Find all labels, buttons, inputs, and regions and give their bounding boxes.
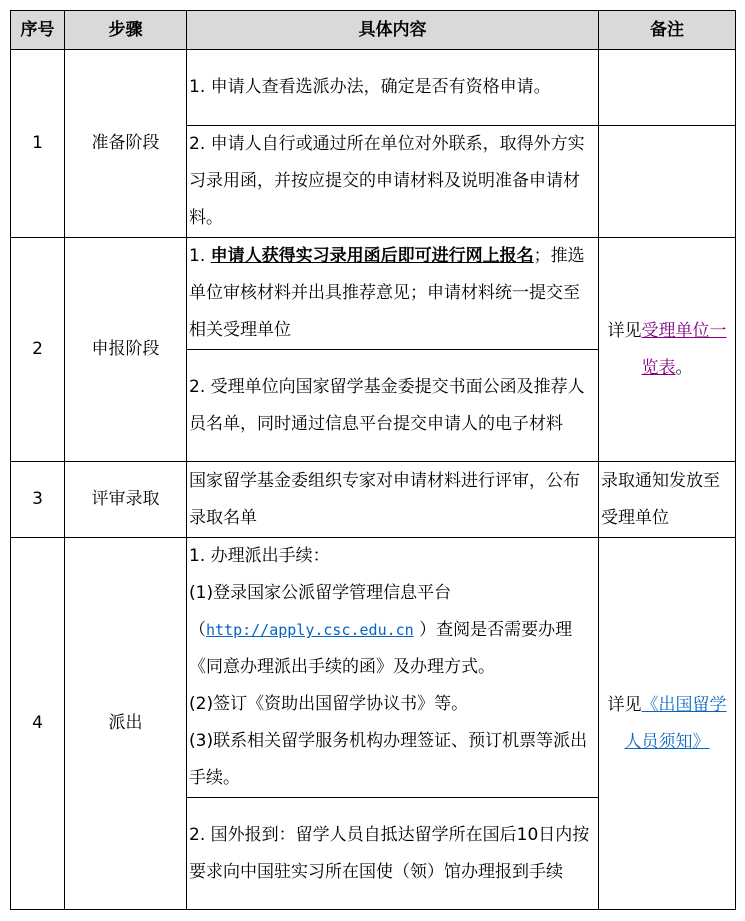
row-note-empty bbox=[599, 126, 736, 238]
row-content-item: 1. 申请人查看选派办法，确定是否有资格申请。 bbox=[187, 50, 599, 126]
note-prefix: 详见 bbox=[607, 694, 642, 715]
header-seq: 序号 bbox=[11, 11, 65, 50]
note-suffix: 。 bbox=[675, 357, 693, 378]
row-seq: 2 bbox=[11, 238, 65, 462]
url-close: ）查阅是否需要办理《同意办理派出手续的函》及办理方式。 bbox=[189, 620, 573, 677]
row-seq: 3 bbox=[11, 462, 65, 538]
item-sub-b: (2)签订《资助出国留学协议书》等。 bbox=[189, 694, 469, 714]
table-row bbox=[11, 238, 736, 350]
item-title: 1. 办理派出手续： bbox=[189, 546, 330, 566]
row-content-item bbox=[187, 538, 599, 798]
table-row bbox=[11, 462, 736, 538]
row-content-item: 2. 申请人自行或通过所在单位对外联系，取得外方实习录用函，并按应提交的申请材料及说明准备申请材料。 bbox=[187, 126, 599, 238]
receiving-units-link[interactable]: 受理单位一览表 bbox=[641, 320, 727, 378]
item-text: ；推选单位审核材料并出具推荐意见；申请材料统一提交至相关受理单位 bbox=[189, 246, 585, 340]
row-step: 准备阶段 bbox=[65, 50, 187, 238]
row-step: 申报阶段 bbox=[65, 238, 187, 462]
header-step: 步骤 bbox=[65, 11, 187, 50]
note-prefix: 详见 bbox=[607, 320, 642, 341]
item-number: 1. bbox=[189, 246, 211, 266]
online-application-emphasis: 申请人获得实习录用函后即可进行网上报名 bbox=[210, 246, 534, 266]
row-note bbox=[599, 538, 736, 910]
header-row bbox=[11, 11, 736, 50]
header-note: 备注 bbox=[599, 11, 736, 50]
row-note-empty bbox=[599, 50, 736, 126]
row-note: 录取通知发放至受理单位 bbox=[599, 462, 736, 538]
row-content-item: 2. 受理单位向国家留学基金委提交书面公函及推荐人员名单，同时通过信息平台提交申请人的电子材料 bbox=[187, 350, 599, 462]
table-row bbox=[11, 538, 736, 798]
row-step: 评审录取 bbox=[65, 462, 187, 538]
process-table bbox=[10, 10, 736, 910]
row-content-item bbox=[187, 238, 599, 350]
row-seq: 4 bbox=[11, 538, 65, 910]
header-content: 具体内容 bbox=[187, 11, 599, 50]
row-step: 派出 bbox=[65, 538, 187, 910]
table-row bbox=[11, 50, 736, 126]
row-seq: 1 bbox=[11, 50, 65, 238]
study-abroad-notice-link[interactable]: 《出国留学人员须知》 bbox=[624, 694, 727, 752]
row-note bbox=[599, 238, 736, 462]
url-open: （ bbox=[189, 620, 206, 640]
row-content-item: 2. 国外报到：留学人员自抵达留学所在国后10日内按要求向中国驻实习所在国使（领）馆办理报到手续 bbox=[187, 798, 599, 910]
item-sub-c: (3)联系相关留学服务机构办理签证、预订机票等派出手续。 bbox=[189, 731, 588, 788]
item-sub-a: (1)登录国家公派留学管理信息平台 bbox=[189, 583, 452, 603]
apply-platform-link[interactable]: http://apply.csc.edu.cn bbox=[206, 621, 414, 639]
row-content-item: 国家留学基金委组织专家对申请材料进行评审，公布录取名单 bbox=[187, 462, 599, 538]
